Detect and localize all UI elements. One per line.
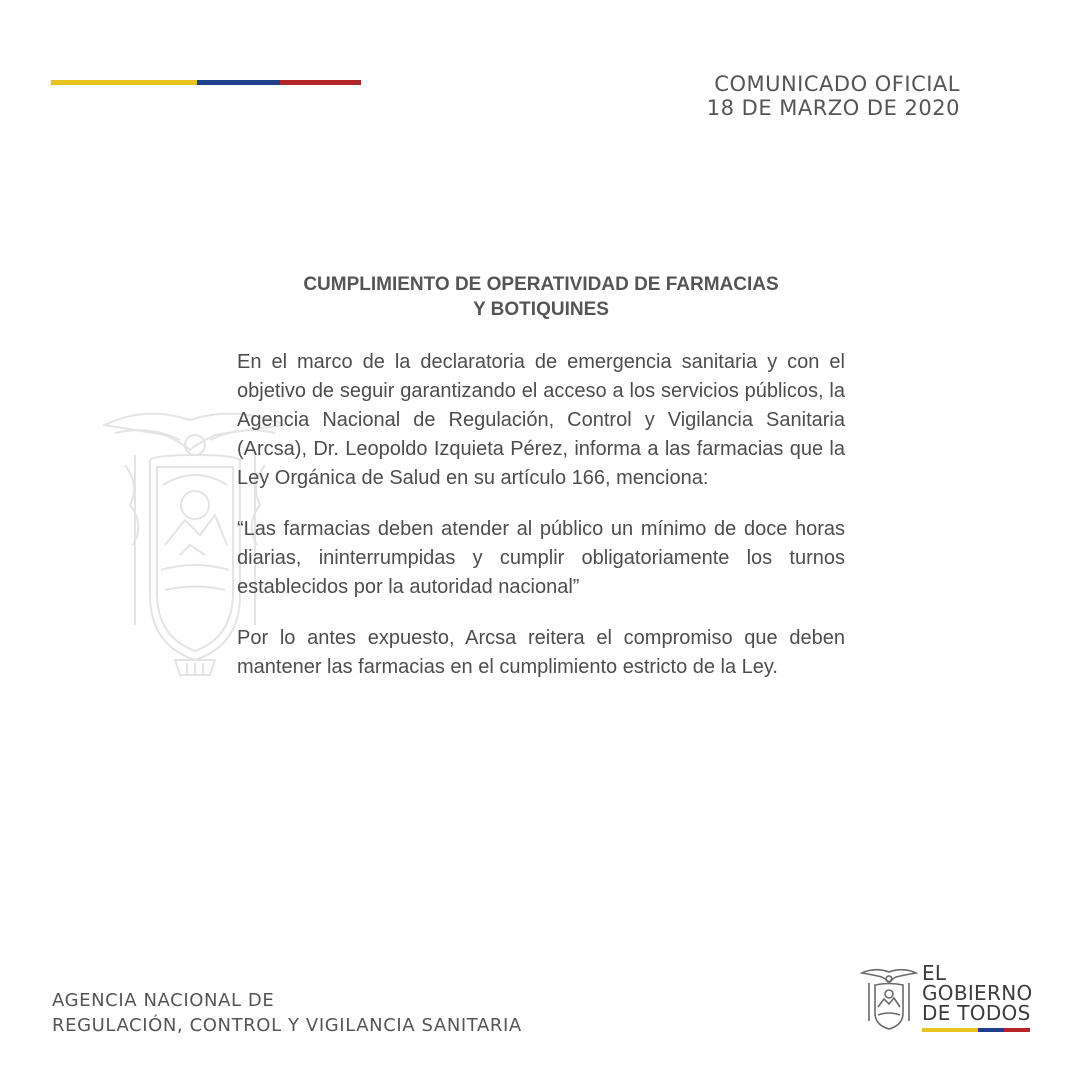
agency-line-2: REGULACIÓN, CONTROL Y VIGILANCIA SANITARIA: [52, 1015, 522, 1036]
logo-line-3: DE TODOS: [922, 1001, 1031, 1025]
paragraph-quote: “Las farmacias deben atender al público un mínimo de doce horas diarias, ininterrumpidas y cumplir obligatoriamente los turnos establecidos por la autoridad nacional”: [237, 518, 845, 598]
document-body: [237, 348, 845, 704]
gobierno-de-todos-logo: [860, 963, 1035, 1043]
agency-line-1: AGENCIA NACIONAL DE: [52, 990, 275, 1011]
logo-bar-blue: [978, 1028, 1004, 1032]
ecuador-coat-of-arms-icon: [860, 965, 918, 1031]
logo-line-1: EL: [922, 961, 947, 985]
flag-bar-red: [280, 80, 361, 85]
flag-bar-blue: [197, 80, 280, 85]
logo-flag-bar: [922, 1028, 1030, 1032]
logo-line-2: GOBIERNO: [922, 981, 1033, 1005]
logo-wordmark: [922, 963, 1033, 1023]
logo-bar-red: [1004, 1028, 1030, 1032]
flag-color-bar: [51, 80, 361, 85]
logo-bar-yellow: [922, 1028, 978, 1032]
document-title: [236, 272, 846, 322]
communique-label: COMUNICADO OFICIAL: [714, 72, 960, 96]
title-line-1: CUMPLIMIENTO DE OPERATIVIDAD DE FARMACIAS: [303, 274, 779, 295]
communique-date: 18 DE MARZO DE 2020: [706, 96, 960, 120]
header-communique: [707, 72, 960, 120]
paragraph-conclusion: Por lo antes expuesto, Arcsa reitera el compromiso que deben mantener las farmacias en el cumplimiento estricto de la Ley.: [237, 627, 845, 678]
footer-agency-name: [52, 988, 522, 1038]
paragraph-intro: En el marco de la declaratoria de emergencia sanitaria y con el objetivo de seguir garantizando el acceso a los servicios públicos, la Agencia Nacional de Regulación, Control y Vigilancia Sanitaria (Arcsa), Dr. Leopoldo Izquieta Pérez, informa a las farmacias que la Ley Orgánica de Salud en su artículo 166, menciona:: [237, 351, 845, 489]
title-line-2: Y BOTIQUINES: [473, 299, 609, 320]
flag-bar-yellow: [51, 80, 197, 85]
